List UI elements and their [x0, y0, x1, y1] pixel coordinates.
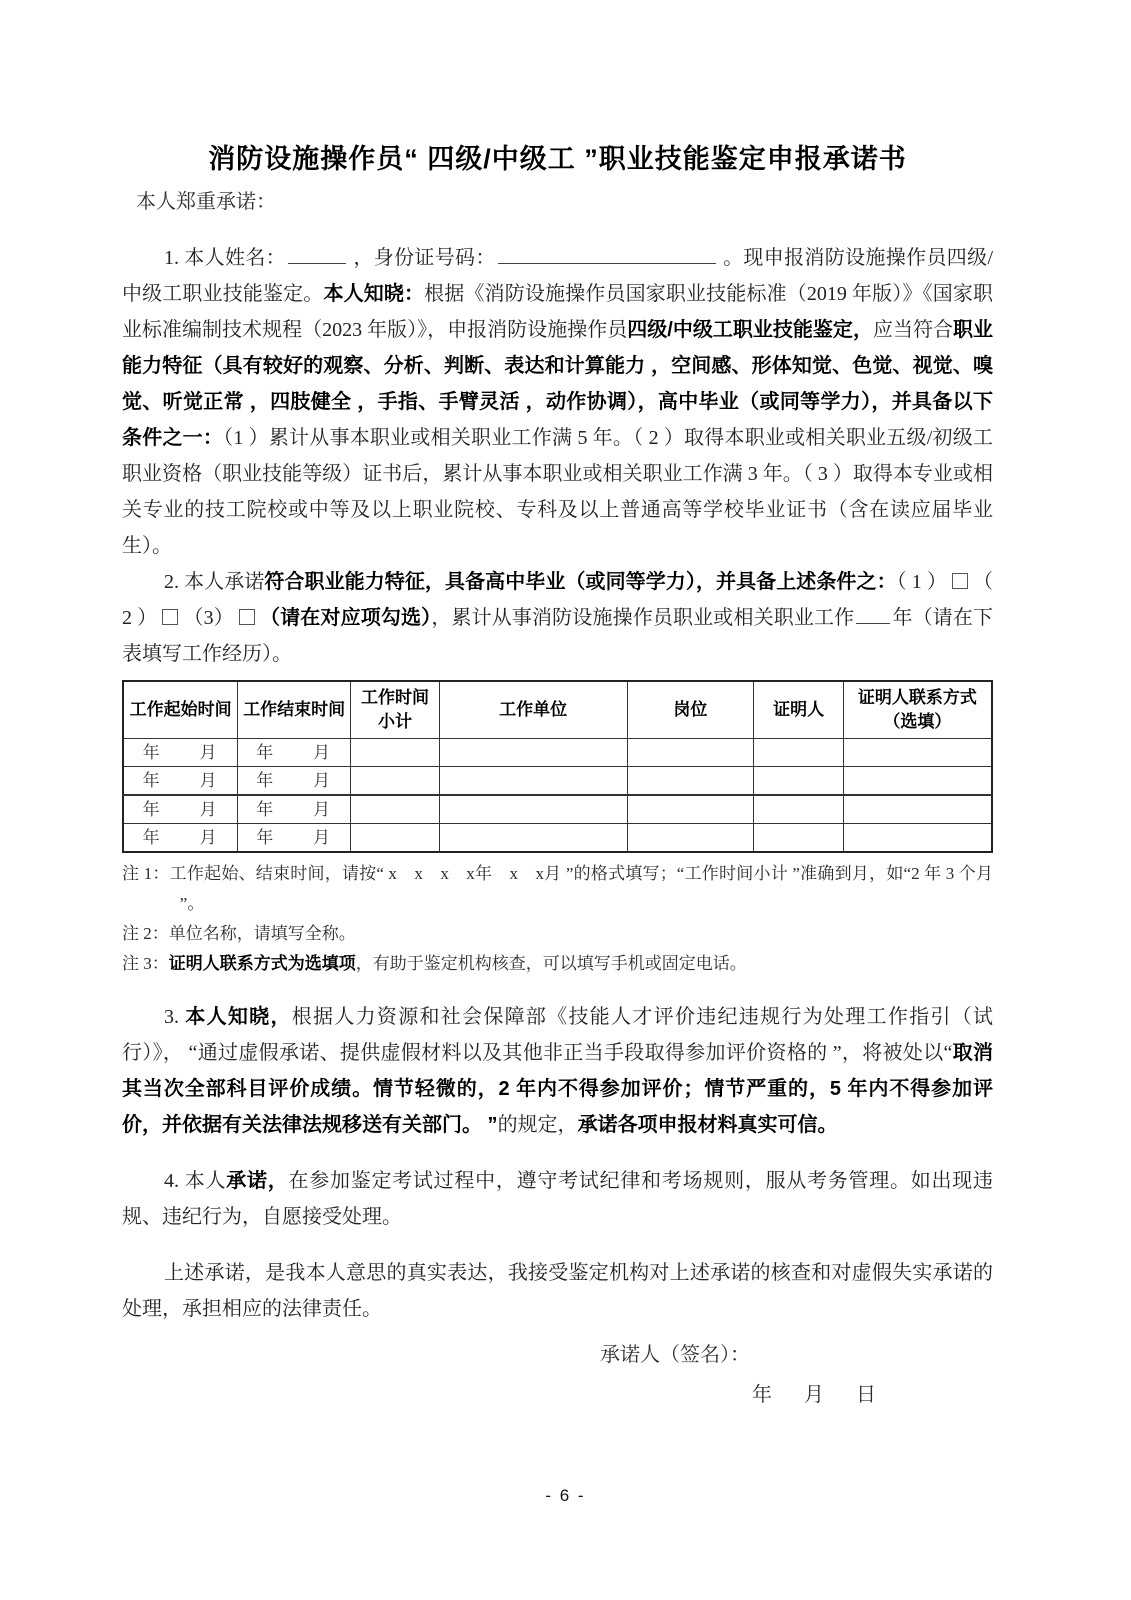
table-notes: [122, 859, 993, 979]
text-run: 年（请在下表填写工作经历）。: [122, 607, 994, 665]
closing-paragraph: [122, 1255, 993, 1327]
work-history-cell[interactable]: [439, 795, 627, 824]
signature-date-line: 年 月 日: [752, 1384, 882, 1406]
text-run: 3.: [164, 1006, 186, 1028]
text-run: 的规定，: [497, 1114, 578, 1136]
paragraph-2: [122, 564, 993, 672]
text-run: 注 1：工作起始、结束时间，请按“ x x x x年 x x月 ”的格式填写；“工作时间小计 ”准确到月，如“2 年 3 个月 ”。: [122, 864, 993, 913]
text-run: 根据人力资源和社会保障部《技能人才评价违纪违规行为处理工作指引（试行）》， “通过虚假承诺、提供虚假材料以及其他非正当手段取得参加评价资格的 ”，将被处以“: [122, 1006, 994, 1064]
work-history-cell[interactable]: [627, 739, 754, 767]
table-header-cell: 岗位: [627, 681, 754, 739]
work-history-cell[interactable]: 年 月: [123, 767, 238, 796]
text-run-bold: 四级/中级工职业技能鉴定，: [627, 319, 873, 341]
work-history-cell[interactable]: [439, 739, 627, 767]
work-history-tbody: [123, 739, 992, 853]
table-header-cell: 工作起始时间: [123, 681, 238, 739]
work-history-cell[interactable]: 年 月: [123, 739, 238, 767]
condition-checkbox[interactable]: [239, 609, 255, 625]
table-header-cell: 证明人: [754, 681, 844, 739]
work-history-cell[interactable]: [754, 739, 844, 767]
text-run: 1. 本人姓名：: [164, 247, 287, 269]
work-history-cell[interactable]: 年 月: [238, 767, 351, 796]
text-run-bold: 本人知晓：: [323, 283, 425, 305]
work-history-cell[interactable]: 年 月: [123, 824, 238, 853]
work-history-cell[interactable]: [439, 767, 627, 796]
paragraph-3: [122, 999, 993, 1143]
work-history-cell[interactable]: 年 月: [238, 739, 351, 767]
work-history-cell[interactable]: [843, 767, 992, 796]
text-run: 4. 本人: [164, 1170, 227, 1192]
work-history-cell[interactable]: 年 月: [238, 824, 351, 853]
work-history-cell[interactable]: [843, 739, 992, 767]
table-header-cell: 工作结束时间: [238, 681, 351, 739]
fill-in-blank[interactable]: [856, 602, 890, 624]
work-history-row: [123, 767, 992, 796]
fill-in-blank[interactable]: [288, 242, 346, 264]
paragraph-4: [122, 1163, 993, 1235]
text-run: ，累计从事消防设施操作员职业或相关职业工作: [431, 607, 855, 629]
table-header-cell: 工作时间小计: [351, 681, 440, 739]
work-history-cell[interactable]: [351, 739, 440, 767]
work-history-cell[interactable]: [351, 824, 440, 853]
work-history-cell[interactable]: [627, 795, 754, 824]
text-run: 注 3：: [122, 954, 169, 973]
text-run-bold: 职业能力特征（具有较好的观察、分析、判断、表达和计算能力 ，空间感、形体知觉、色觉、视觉、嗅觉、听觉正常 ，四肢健全 ，手指、手臂灵活 ，动作协调），高中毕业（或同等学力），并具备以下条件之一：: [122, 319, 994, 449]
text-run: 在参加鉴定考试过程中，遵守考试纪律和考场规则，服从考务管理。如出现违规、违纪行为，自愿接受处理。: [122, 1170, 994, 1228]
work-history-cell[interactable]: 年 月: [238, 795, 351, 824]
condition-checkbox[interactable]: [162, 609, 178, 625]
fill-in-blank[interactable]: [498, 242, 716, 264]
work-history-cell[interactable]: [351, 795, 440, 824]
text-run-bold: 符合职业能力特征，具备高中毕业（或同等学力），并具备上述条件之：: [264, 571, 897, 593]
work-history-cell[interactable]: [754, 824, 844, 853]
work-history-cell[interactable]: 年 月: [123, 795, 238, 824]
work-history-row: [123, 824, 992, 853]
work-history-cell[interactable]: [754, 795, 844, 824]
text-run: 注 2：单位名称，请填写全称。: [122, 924, 356, 943]
document-title: 消防设施操作员“ 四级/中级工 ”职业技能鉴定申报承诺书: [208, 144, 907, 174]
text-run-bold: 承诺各项申报材料真实可信。: [577, 1114, 838, 1136]
text-run: ，有助于鉴定机构核查，可以填写手机或固定电话。: [355, 954, 747, 973]
paragraph-1: [122, 240, 993, 564]
work-history-header-row: [123, 681, 992, 739]
condition-checkbox[interactable]: [952, 573, 968, 589]
work-history-cell[interactable]: [754, 767, 844, 796]
work-history-row: [123, 739, 992, 767]
text-run: （3）: [183, 607, 234, 629]
text-run-bold: （请在对应项勾选）: [259, 607, 432, 629]
note-3: [122, 949, 993, 979]
text-run-bold: 本人知晓，: [185, 1006, 292, 1028]
text-run: （ 2 ）: [122, 571, 994, 629]
text-run: （ 1 ）: [896, 571, 947, 593]
note-2: [122, 919, 993, 949]
text-run: 上述承诺，是我本人意思的真实表达，我接受鉴定机构对上述承诺的核查和对虚假失实承诺的处理，承担相应的法律责任。: [122, 1262, 993, 1320]
work-history-cell[interactable]: [843, 824, 992, 853]
text-run: 2. 本人承诺: [164, 571, 265, 593]
note-1: [122, 859, 993, 919]
text-run: ，身份证号码：: [348, 247, 496, 269]
text-run-bold: 承诺，: [226, 1170, 289, 1192]
page-number: - 6 -: [545, 1486, 586, 1505]
text-run-bold: 取消其当次全部科目评价成绩。情节轻微的，2 年内不得参加评价；情节严重的，5 年内不得参加评价，并依据有关法律法规移送有关部门。 ”: [122, 1042, 993, 1136]
pledge-intro: 本人郑重承诺：: [136, 191, 276, 213]
signer-label: 承诺人（签名）：: [600, 1344, 750, 1366]
table-header-cell: 工作单位: [439, 681, 627, 739]
work-history-cell[interactable]: [627, 767, 754, 796]
text-run: 应当符合: [872, 319, 954, 341]
signature-block: [122, 1337, 993, 1413]
table-header-cell: 证明人联系方式（选填）: [843, 681, 992, 739]
work-history-cell[interactable]: [351, 767, 440, 796]
work-history-cell[interactable]: [439, 824, 627, 853]
work-history-cell[interactable]: [627, 824, 754, 853]
text-run: 根据《消防设施操作员国家职业技能标准（2019 年版）》《国家职业标准编制技术规程（2023 年版）》，申报消防设施操作员: [122, 283, 994, 341]
text-run-bold: 证明人联系方式为选填项: [168, 954, 356, 973]
text-run: （1 ）累计从事本职业或相关职业工作满 5 年。（ 2 ）取得本职业或相关职业五级/初级工职业资格（职业技能等级）证书后，累计从事本职业或相关职业工作满 3 年。（ 3 ）取得本专业或相关专业的技工院校或中等及以上职业院校、专科及以上普通高等学校毕业证书（含在读应届毕业生）。: [122, 427, 993, 557]
work-history-table: [122, 680, 993, 853]
text-run: 。现申报消防设施操作员四级/中级工职业技能鉴定。: [122, 247, 994, 305]
work-history-row: [123, 795, 992, 824]
work-history-cell[interactable]: [843, 795, 992, 824]
